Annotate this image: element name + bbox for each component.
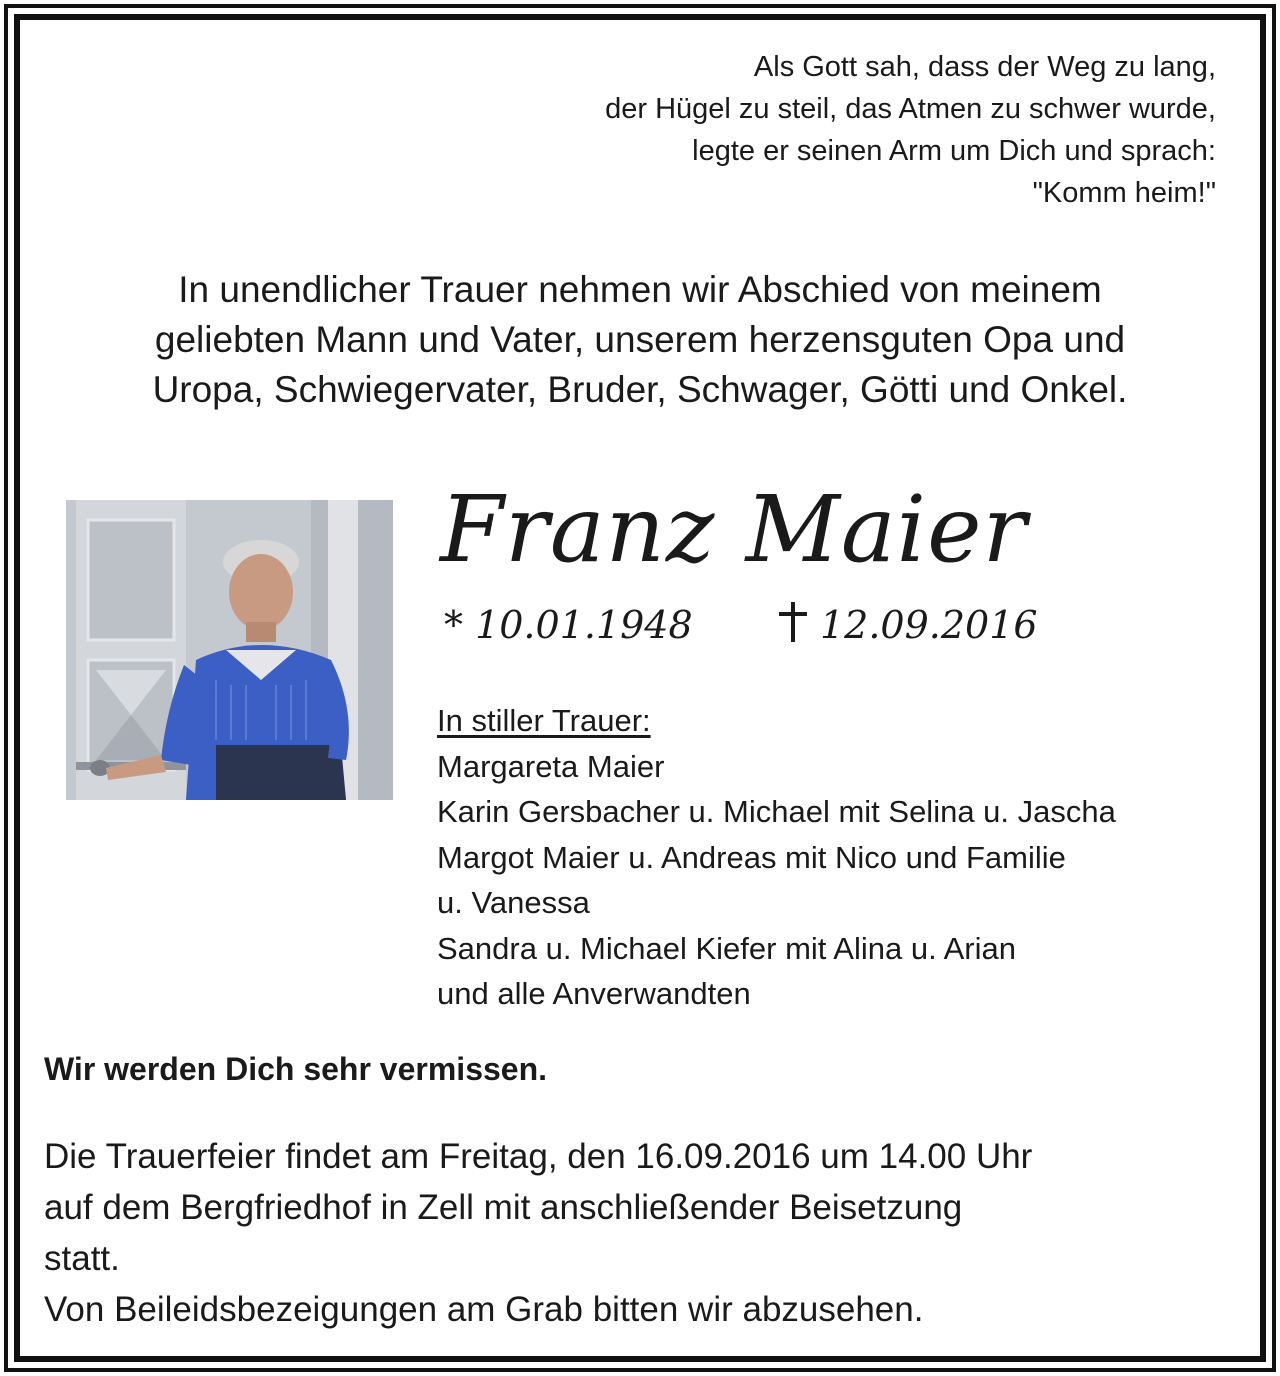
birth-date: * 10.01.1948 xyxy=(444,603,693,647)
death-date-group xyxy=(774,600,1038,650)
mourners-heading: In stiller Trauer: xyxy=(437,703,651,738)
motto-line: Als Gott sah, dass der Weg zu lang, xyxy=(753,51,1216,83)
motto-line: der Hügel zu steil, das Atmen zu schwer wurde, xyxy=(605,93,1216,125)
death-date: 12.09.2016 xyxy=(820,603,1038,647)
portrait-photo xyxy=(66,500,393,800)
ceremony-notice xyxy=(44,1131,1032,1335)
cross-icon xyxy=(774,600,814,644)
ceremony-line: statt. xyxy=(44,1239,120,1278)
intro-text xyxy=(40,265,1240,415)
mourner-line: Karin Gersbacher u. Michael mit Selina u. Jascha xyxy=(437,794,1116,829)
motto-verse xyxy=(456,46,1216,214)
closing-line: Wir werden Dich sehr vermissen. xyxy=(44,1051,548,1087)
ceremony-line: Die Trauerfeier findet am Freitag, den 16.09.2016 um 14.00 Uhr xyxy=(44,1137,1033,1176)
mourner-line: Sandra u. Michael Kiefer mit Alina u. Arian xyxy=(437,930,1016,966)
mourner-line: u. Vanessa xyxy=(437,885,590,920)
mourner-line: Margot Maier u. Andreas mit Nico und Familie xyxy=(437,839,1066,875)
ceremony-line: auf dem Bergfriedhof in Zell mit anschließender Beisetzung xyxy=(44,1188,963,1227)
mourner-line: und alle Anverwandten xyxy=(437,976,751,1011)
motto-line: legte er seinen Arm um Dich und sprach: xyxy=(692,135,1216,167)
deceased-name: Franz Maier xyxy=(440,476,1028,583)
mourners-list xyxy=(437,698,1116,1017)
intro-line: Uropa, Schwiegervater, Bruder, Schwager, Götti und Onkel. xyxy=(152,369,1128,410)
intro-line: geliebten Mann und Vater, unserem herzensguten Opa und xyxy=(154,319,1126,360)
ceremony-line: Von Beileidsbezeigungen am Grab bitten wir abzusehen. xyxy=(44,1290,924,1329)
mourner-line: Margareta Maier xyxy=(437,748,665,784)
intro-line: In unendlicher Trauer nehmen wir Abschied von meinem xyxy=(178,269,1102,310)
motto-line: "Komm heim!" xyxy=(1032,177,1216,209)
